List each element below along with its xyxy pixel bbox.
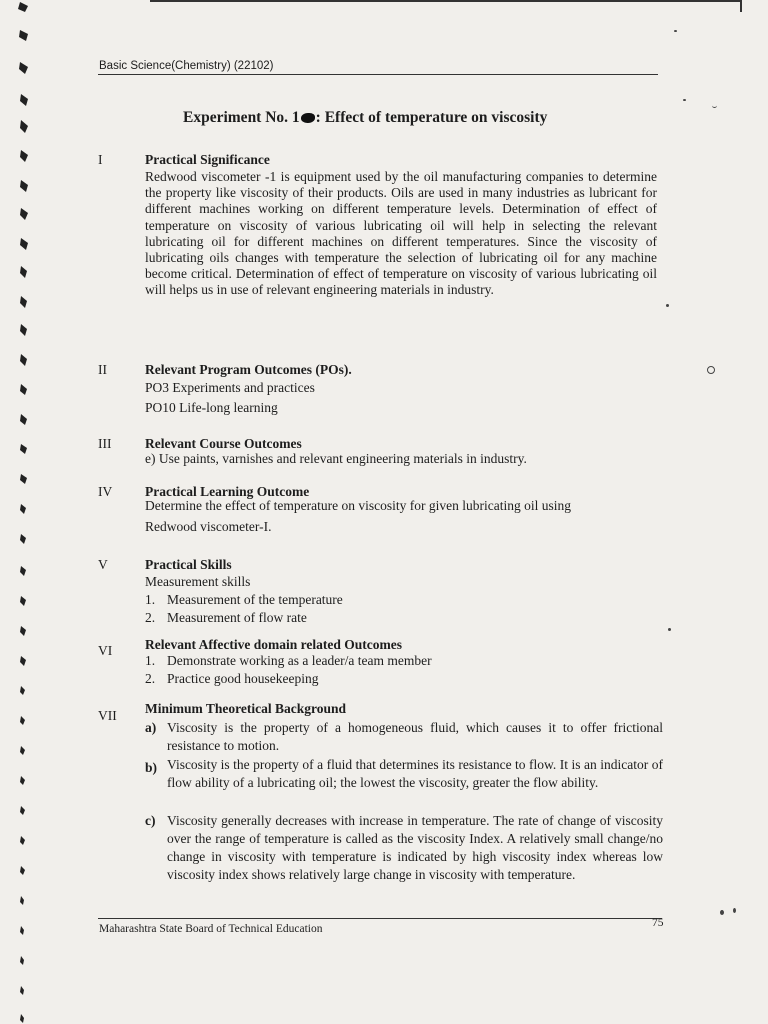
section-heading-theoretical-background: Minimum Theoretical Background <box>145 701 347 716</box>
learning-outcome-line: Determine the effect of temperature on viscosity for given lubricating oil using <box>145 498 571 513</box>
section-heading-practical-skills: Practical Skills <box>145 557 232 572</box>
section-heading-affective-outcomes: Relevant Affective domain related Outcomes <box>145 637 402 652</box>
paper-speck <box>668 628 671 631</box>
item-text: Viscosity is the property of a homogeneous fluid, which causes it to offer frictional resistance to motion. <box>167 720 663 753</box>
section-numeral-1: I <box>98 152 103 167</box>
course-outcome-text: e) Use paints, varnishes and relevant engineering materials in industry. <box>145 451 527 466</box>
title-prefix: Experiment No. 1 <box>183 109 300 126</box>
po-item: PO10 Life-long learning <box>145 400 278 415</box>
section-numeral-4: IV <box>98 484 113 499</box>
list-item: 2. Measurement of flow rate <box>145 610 307 625</box>
top-edge-tick <box>740 0 742 12</box>
section-numeral-5: V <box>98 557 108 572</box>
background-item-a <box>145 719 663 755</box>
binding-hole-marks <box>0 0 34 1024</box>
item-text: Viscosity generally decreases with increase in temperature. The rate of change of viscosity over the range of temperature is called as the viscosity Index. A relatively small change/no change in viscosity with temperature is indicated by high viscosity index whereas low viscosity index shows relatively large change in viscosity with temperature. <box>167 813 663 882</box>
section-numeral-6: VI <box>98 643 113 658</box>
item-label: b) <box>145 760 158 775</box>
paper-speck <box>666 304 669 307</box>
page-number: 75 <box>652 917 664 929</box>
list-item: 2. Practice good housekeeping <box>145 671 319 686</box>
skills-subheading: Measurement skills <box>145 574 251 589</box>
footer-rule <box>98 918 662 919</box>
ink-blot-mark <box>301 113 315 123</box>
top-edge-rule <box>150 0 740 2</box>
section-numeral-2: II <box>98 362 107 377</box>
practical-significance-text: Redwood viscometer -1 is equipment used by the oil manufacturing companies to determine the property like viscosity of their products. Oils are used in many industries as lubricant for different machines working on different temperature levels. Determination of effect of temperature on viscosity of various lubricating oil will help in selecting the relevant lubricating oil for different machines on different temperatures. Since the viscosity of lubricating oils changes with temperature the selection of lubricating oil for any machine become critical. Determination of effect of temperature on viscosity of various lubricating oil will helps us in use of relevant engineering materials in industry. <box>145 169 657 298</box>
running-header: Basic Science(Chemistry) (22102) <box>99 60 274 72</box>
item-text: Viscosity is the property of a fluid that determines its resistance to flow. It is an indicator of flow ability of a lubricating oil; the lowest the viscosity, greater the flow ability. <box>167 757 663 790</box>
section-numeral-3: III <box>98 436 112 451</box>
paper-speck <box>683 99 686 101</box>
list-item: 1. Measurement of the temperature <box>145 592 343 607</box>
paper-speck <box>720 910 724 915</box>
section-heading-learning-outcome: Practical Learning Outcome <box>145 484 310 499</box>
paper-speck <box>674 30 677 32</box>
item-label: a) <box>145 720 157 735</box>
paper-speck <box>733 908 736 913</box>
spiral-binding-marks <box>0 0 34 1024</box>
header-rule <box>98 74 658 75</box>
item-label: c) <box>145 813 156 828</box>
section-heading-program-outcomes: Relevant Program Outcomes (POs). <box>145 362 352 377</box>
paper-speck <box>712 103 717 108</box>
section-numeral-7: VII <box>98 708 117 723</box>
background-item-b <box>145 756 663 792</box>
background-item-c <box>145 812 663 884</box>
experiment-title <box>183 109 547 127</box>
po-item: PO3 Experiments and practices <box>145 380 315 395</box>
learning-outcome-line: Redwood viscometer-I. <box>145 519 272 534</box>
section-heading-course-outcomes: Relevant Course Outcomes <box>145 436 302 451</box>
list-item: 1. Demonstrate working as a leader/a team member <box>145 653 432 668</box>
paper-speck <box>707 366 715 374</box>
section-heading-practical-significance: Practical Significance <box>145 152 270 167</box>
footer-board-name: Maharashtra State Board of Technical Education <box>99 923 323 935</box>
title-suffix: : Effect of temperature on viscosity <box>315 109 548 126</box>
